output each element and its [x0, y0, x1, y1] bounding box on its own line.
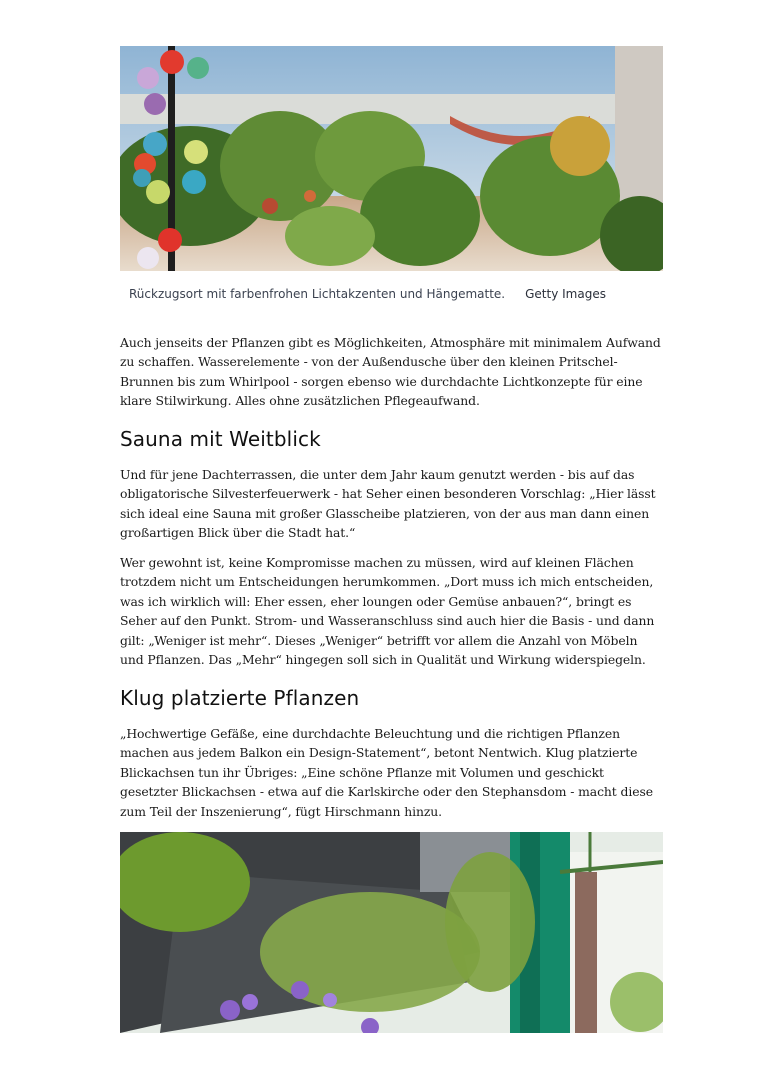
image-credit: Getty Images	[525, 287, 606, 301]
paragraph-2: Und für jene Dachterrassen, die unter dem Jahr kaum genutzt werden - bis auf das obligatorische Silvesterfeuerwerk - hat Seher einen besonderen Vorschlag: „Hier lässt sich ideal eine Sauna mit großer Glasscheibe platzieren, von der aus man dann einen großartigen Blick über die Stadt hat.“	[120, 467, 656, 541]
paragraph-1: Auch jenseits der Pflanzen gibt es Möglichkeiten, Atmosphäre mit minimalem Aufwand zu schaffen. Wasserelemente - von der Außendusche über den kleinen Pritschel-Brunnen bis zum Whirlpool - sorgen ebenso wie durchdachte Lichtkonzepte für eine klare Stilwirkung. Alles ohne zusätzlichen Pflegeaufwand.	[120, 335, 661, 409]
paragraph-3: Wer gewohnt ist, keine Kompromisse machen zu müssen, wird auf kleinen Flächen trotzdem nicht um Entscheidungen herumkommen. „Dort muss ich mich entscheiden, was ich wirklich will: Eher essen, eher loungen oder Gemüse anbauen?“, bringt es Seher auf den Punkt. Strom- und Wasseranschluss sind auch hier die Basis - und dann gilt: „Weniger ist mehr“. Dieses „Weniger“ betrifft vor allem die Anzahl von Möbeln und Pflanzen. Das „Mehr“ hingegen soll sich in Qualität und Wirkung widerspiegeln.	[120, 555, 655, 668]
plants-image	[120, 832, 663, 1033]
planter-wall-photo	[120, 832, 663, 1033]
rooftop-garden-photo	[120, 46, 663, 271]
heading-plants: Klug platzierte Pflanzen	[120, 686, 360, 710]
hero-caption	[129, 287, 659, 301]
hero-image	[120, 46, 663, 271]
paragraph-4: „Hochwertige Gefäße, eine durchdachte Beleuchtung und die richtigen Pflanzen machen aus jedem Balkon ein Design-Statement“, betont Nentwich. Klug platzierte Blickachsen tun ihr Übriges: „Eine schöne Pflanze mit Volumen und geschickt gesetzter Blickachsen - etwa auf die Karlskirche oder den Stephansdom - macht diese zum Teil der Inszenierung“, fügt Hirschmann hinzu.	[120, 726, 653, 819]
caption-text: Rückzugsort mit farbenfrohen Lichtakzenten und Hängematte.	[129, 287, 506, 301]
heading-sauna: Sauna mit Weitblick	[120, 427, 321, 451]
